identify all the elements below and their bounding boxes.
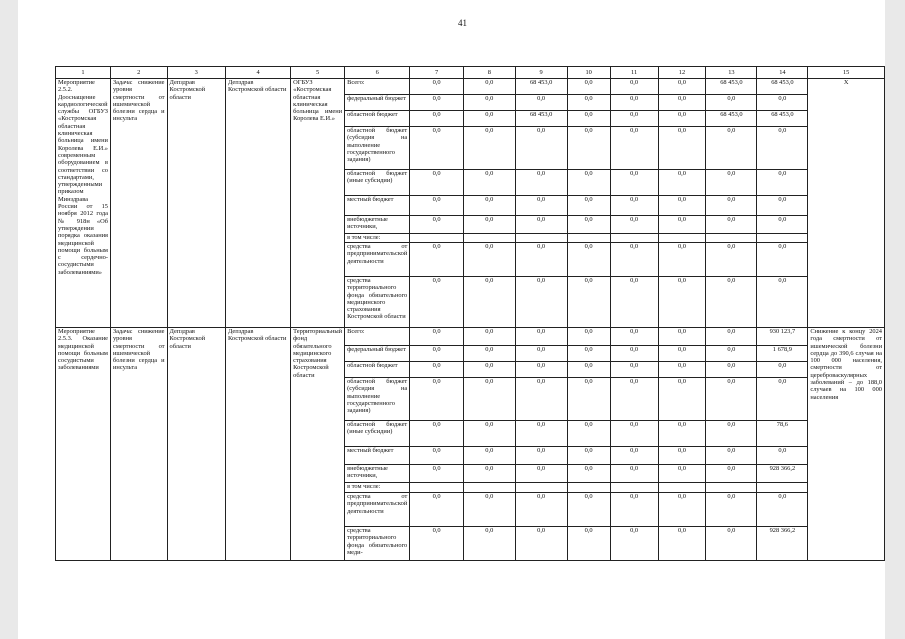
amount-cell: 0,0 [410,111,464,127]
column-header: 2 [110,67,167,79]
amount-cell: 0,0 [757,127,808,170]
amount-cell: 0,0 [410,527,464,561]
funding-source: Всего: [345,328,410,346]
funding-source: местный бюджет [345,447,410,465]
amount-cell: 0,0 [706,447,757,465]
amount-cell: 0,0 [567,362,610,378]
amount-cell [410,234,464,243]
amount-cell: 0,0 [463,378,515,421]
amount-cell: 0,0 [658,447,706,465]
funding-source: средства от предпринимательской деятельности [345,243,410,277]
amount-cell: 0,0 [706,421,757,447]
amount-cell [757,234,808,243]
amount-cell [463,234,515,243]
amount-cell: 0,0 [610,216,658,234]
amount-cell: 0,0 [610,79,658,95]
amount-cell: 0,0 [658,378,706,421]
amount-cell: 0,0 [706,493,757,527]
amount-cell: 0,0 [706,527,757,561]
amount-cell: 0,0 [658,216,706,234]
amount-cell: 928 366,2 [757,527,808,561]
amount-cell: 0,0 [410,421,464,447]
amount-cell: 0,0 [515,362,567,378]
amount-cell: 0,0 [515,346,567,362]
amount-cell: 0,0 [515,378,567,421]
expected-result: Х [808,79,885,328]
amount-cell: 0,0 [463,493,515,527]
amount-cell: 0,0 [515,95,567,111]
amount-cell: 0,0 [567,127,610,170]
amount-cell: 0,0 [463,465,515,483]
funding-source: областной бюджет (субсидия на выполнение государственного задания) [345,378,410,421]
amount-cell: 0,0 [567,447,610,465]
amount-cell: 0,0 [610,465,658,483]
amount-cell: 0,0 [463,527,515,561]
expected-result: Снижение к концу 2024 года смертности от ишемической болезни сердца до 390,6 случая на 100 000 населения, смертности от цереброваскулярных заболеваний – до 188,0 случаев на 100 000 населения [808,328,885,561]
amount-cell: 0,0 [658,127,706,170]
funding-source: внебюджетные источники, [345,216,410,234]
amount-cell: 0,0 [463,95,515,111]
measure-c2: Задача: снижение уровня смертности от ишемической болезни сердца и инсульта [110,328,167,561]
amount-cell: 0,0 [658,465,706,483]
amount-cell: 0,0 [610,127,658,170]
amount-cell: 0,0 [567,170,610,196]
amount-cell: 0,0 [567,421,610,447]
amount-cell: 0,0 [463,447,515,465]
column-header: 14 [757,67,808,79]
funding-source: средства территориального фонда обязательного меди- [345,527,410,561]
amount-cell: 0,0 [610,243,658,277]
funding-source: областной бюджет (иные субсидии) [345,421,410,447]
amount-cell: 0,0 [410,465,464,483]
amount-cell: 68 453,0 [706,79,757,95]
amount-cell: 0,0 [410,493,464,527]
column-header: 11 [610,67,658,79]
amount-cell: 0,0 [757,170,808,196]
document-page [18,0,885,639]
amount-cell: 0,0 [610,95,658,111]
amount-cell: 0,0 [515,527,567,561]
amount-cell: 0,0 [757,95,808,111]
amount-cell: 0,0 [658,277,706,328]
amount-cell: 0,0 [410,346,464,362]
amount-cell: 68 453,0 [515,111,567,127]
amount-cell [658,483,706,493]
column-header: 10 [567,67,610,79]
amount-cell: 0,0 [515,421,567,447]
measure-c1: Мероприятие 2.5.2. Дооснащение кардиологической службы ОГБУЗ «Костромская областная клиническая больница имени Королева Е.И.» современным оборудованием в соответствии со стандартами, утвержденными приказом Минздрава России от 15 ноября 2012 года № 918н «Об утверждении порядка оказания медицинской помощи больным с сердечно-сосудистыми заболеваниями» [56,79,111,328]
measure-c5: ОГБУЗ «Костромская областная клиническая больница имени Королева Е.И.» [291,79,345,328]
column-header: 1 [56,67,111,79]
amount-cell: 0,0 [410,196,464,216]
amount-cell: 0,0 [567,527,610,561]
amount-cell: 78,6 [757,421,808,447]
amount-cell: 1 678,9 [757,346,808,362]
amount-cell: 0,0 [658,95,706,111]
amount-cell: 0,0 [463,79,515,95]
measure-c5: Территориальный фонд обязательного медицинского страхования Костромской области [291,328,345,561]
funding-source: областной бюджет (субсидия на выполнение государственного задания) [345,127,410,170]
amount-cell: 0,0 [610,346,658,362]
amount-cell: 68 453,0 [757,79,808,95]
amount-cell: 0,0 [410,95,464,111]
amount-cell: 0,0 [610,328,658,346]
amount-cell: 0,0 [567,328,610,346]
amount-cell: 0,0 [706,243,757,277]
amount-cell: 0,0 [610,362,658,378]
amount-cell: 0,0 [515,277,567,328]
amount-cell [658,234,706,243]
amount-cell: 0,0 [757,378,808,421]
column-header: 15 [808,67,885,79]
amount-cell: 0,0 [515,216,567,234]
amount-cell: 0,0 [410,216,464,234]
amount-cell: 0,0 [410,447,464,465]
amount-cell [757,483,808,493]
amount-cell: 0,0 [463,127,515,170]
amount-cell: 0,0 [658,111,706,127]
header-row [56,67,885,79]
amount-cell: 0,0 [515,127,567,170]
amount-cell: 0,0 [757,447,808,465]
amount-cell: 0,0 [658,243,706,277]
amount-cell [610,234,658,243]
amount-cell: 0,0 [757,196,808,216]
amount-cell: 0,0 [706,196,757,216]
amount-cell: 0,0 [463,277,515,328]
column-header: 5 [291,67,345,79]
amount-cell [515,234,567,243]
amount-cell: 0,0 [610,527,658,561]
funding-source: средства территориального фонда обязательного медицинского страхования Костромской области [345,277,410,328]
amount-cell: 0,0 [610,378,658,421]
amount-cell: 0,0 [706,216,757,234]
amount-cell: 0,0 [463,421,515,447]
amount-cell: 0,0 [515,243,567,277]
amount-cell: 0,0 [706,346,757,362]
amount-cell: 0,0 [757,277,808,328]
amount-cell [610,483,658,493]
amount-cell: 0,0 [658,421,706,447]
amount-cell: 0,0 [515,328,567,346]
amount-cell: 0,0 [515,170,567,196]
amount-cell [706,234,757,243]
column-header: 12 [658,67,706,79]
amount-cell: 0,0 [463,170,515,196]
measure-c3: Депздрав Костромской области [167,328,225,561]
amount-cell: 0,0 [706,378,757,421]
amount-cell: 0,0 [757,362,808,378]
amount-cell: 0,0 [610,421,658,447]
amount-cell: 0,0 [567,79,610,95]
amount-cell: 0,0 [567,378,610,421]
funding-source: федеральный бюджет [345,95,410,111]
amount-cell: 0,0 [463,328,515,346]
amount-cell: 0,0 [706,127,757,170]
amount-cell: 68 453,0 [515,79,567,95]
measure-c2: Задача: снижение уровня смертности от ишемической болезни сердца и инсульта [110,79,167,328]
amount-cell: 68 453,0 [706,111,757,127]
amount-cell: 0,0 [463,216,515,234]
amount-cell: 0,0 [410,79,464,95]
amount-cell: 0,0 [463,196,515,216]
measure-c4: Депздрав Костромской области [225,79,290,328]
table-row [56,328,885,346]
amount-cell [463,483,515,493]
amount-cell: 0,0 [515,465,567,483]
amount-cell: 0,0 [567,196,610,216]
funding-source: в том числе: [345,234,410,243]
amount-cell: 930 123,7 [757,328,808,346]
amount-cell: 0,0 [410,362,464,378]
table-row [56,79,885,95]
amount-cell: 0,0 [658,328,706,346]
funding-source: внебюджетные источники, [345,465,410,483]
amount-cell: 0,0 [567,216,610,234]
funding-source: областной бюджет [345,111,410,127]
amount-cell: 0,0 [706,328,757,346]
amount-cell: 928 366,2 [757,465,808,483]
column-header: 9 [515,67,567,79]
amount-cell: 68 453,0 [757,111,808,127]
amount-cell: 0,0 [410,277,464,328]
funding-source: областной бюджет (иные субсидии) [345,170,410,196]
amount-cell: 0,0 [463,243,515,277]
funding-source: местный бюджет [345,196,410,216]
column-header: 4 [225,67,290,79]
amount-cell: 0,0 [567,243,610,277]
measure-c3: Депздрав Костромской области [167,79,225,328]
measure-c1: Мероприятие 2.5.3. Оказание медицинской помощи больным сосудистыми заболеваниями [56,328,111,561]
funding-source: областной бюджет [345,362,410,378]
funding-source: федеральный бюджет [345,346,410,362]
amount-cell: 0,0 [658,527,706,561]
column-header: 3 [167,67,225,79]
amount-cell [567,234,610,243]
funding-source: в том числе: [345,483,410,493]
amount-cell: 0,0 [567,95,610,111]
amount-cell: 0,0 [610,196,658,216]
amount-cell: 0,0 [706,277,757,328]
amount-cell [706,483,757,493]
amount-cell: 0,0 [463,346,515,362]
column-header: 7 [410,67,464,79]
amount-cell: 0,0 [515,196,567,216]
amount-cell: 0,0 [610,447,658,465]
amount-cell: 0,0 [610,493,658,527]
column-header: 8 [463,67,515,79]
amount-cell [567,483,610,493]
amount-cell: 0,0 [463,111,515,127]
funding-source: средства от предпринимательской деятельности [345,493,410,527]
funding-source: Всего: [345,79,410,95]
amount-cell: 0,0 [658,79,706,95]
amount-cell: 0,0 [658,493,706,527]
amount-cell: 0,0 [410,328,464,346]
amount-cell: 0,0 [706,465,757,483]
amount-cell: 0,0 [410,127,464,170]
amount-cell: 0,0 [757,243,808,277]
amount-cell: 0,0 [706,95,757,111]
amount-cell: 0,0 [610,170,658,196]
measure-c4: Депздрав Костромской области [225,328,290,561]
amount-cell: 0,0 [658,362,706,378]
amount-cell: 0,0 [567,346,610,362]
column-header: 6 [345,67,410,79]
amount-cell: 0,0 [658,196,706,216]
column-header: 13 [706,67,757,79]
amount-cell: 0,0 [567,465,610,483]
amount-cell: 0,0 [658,170,706,196]
amount-cell: 0,0 [463,362,515,378]
program-measures-table [55,66,885,561]
amount-cell: 0,0 [706,362,757,378]
amount-cell: 0,0 [410,243,464,277]
amount-cell: 0,0 [515,493,567,527]
amount-cell: 0,0 [757,493,808,527]
amount-cell: 0,0 [567,111,610,127]
page-number: 41 [458,18,467,28]
amount-cell [410,483,464,493]
amount-cell: 0,0 [757,216,808,234]
amount-cell [515,483,567,493]
amount-cell: 0,0 [515,447,567,465]
amount-cell: 0,0 [610,277,658,328]
amount-cell: 0,0 [610,111,658,127]
amount-cell: 0,0 [567,277,610,328]
amount-cell: 0,0 [567,493,610,527]
amount-cell: 0,0 [410,378,464,421]
amount-cell: 0,0 [658,346,706,362]
amount-cell: 0,0 [410,170,464,196]
amount-cell: 0,0 [706,170,757,196]
